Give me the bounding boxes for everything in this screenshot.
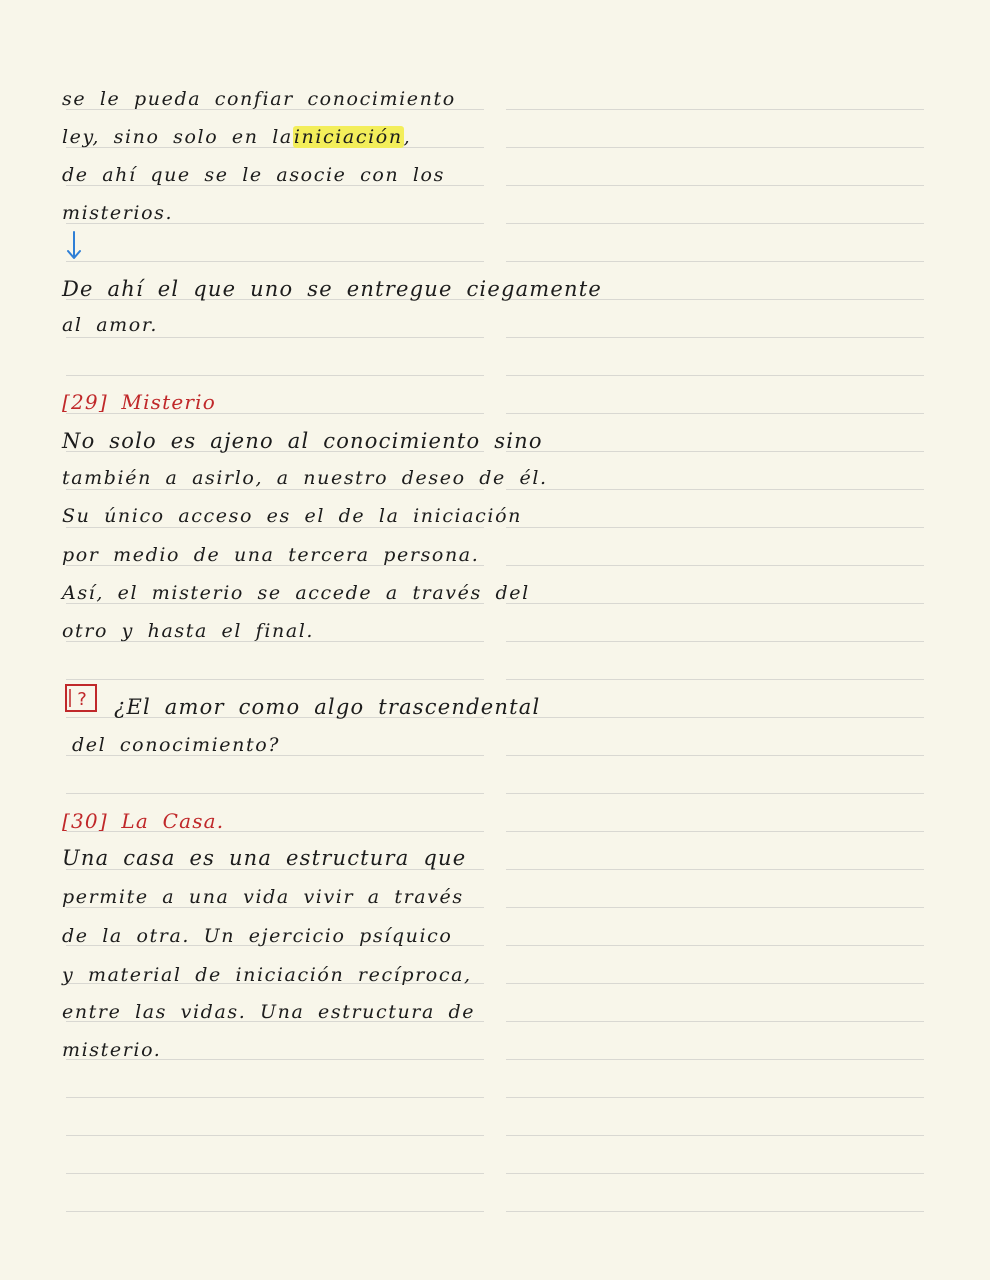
rule-line bbox=[506, 831, 924, 832]
rule-line bbox=[66, 489, 484, 490]
rule-line bbox=[506, 603, 924, 604]
down-arrow-icon bbox=[64, 230, 84, 262]
note-line: y material de iniciación recíproca, bbox=[62, 964, 472, 986]
rule-line bbox=[506, 375, 924, 376]
rule-line bbox=[506, 1173, 924, 1174]
rule-line bbox=[506, 641, 924, 642]
rule-line bbox=[506, 185, 924, 186]
note-line bbox=[62, 128, 411, 147]
rule-line bbox=[66, 1211, 484, 1212]
rule-line bbox=[66, 527, 484, 528]
note-line: se le pueda confiar conocimiento bbox=[62, 88, 456, 110]
rule-line bbox=[66, 793, 484, 794]
note-line: No solo es ajeno al conocimiento sino bbox=[62, 429, 543, 453]
highlighted-word: iniciación bbox=[293, 126, 403, 148]
rule-line bbox=[66, 337, 484, 338]
rule-line bbox=[506, 717, 924, 718]
rule-line bbox=[66, 375, 484, 376]
note-line: Su único acceso es el de la iniciación bbox=[62, 505, 522, 527]
rule-line bbox=[506, 413, 924, 414]
note-line: Una casa es una estructura que bbox=[62, 846, 467, 870]
rule-line bbox=[506, 527, 924, 528]
rule-line bbox=[506, 869, 924, 870]
rule-line bbox=[506, 1211, 924, 1212]
section-heading: [30] La Casa. bbox=[62, 809, 225, 833]
rule-line bbox=[66, 1173, 484, 1174]
note-text: ley, sino solo en la bbox=[62, 126, 293, 148]
note-line: del conocimiento? bbox=[72, 734, 281, 756]
rule-line bbox=[506, 451, 924, 452]
note-line: de la otra. Un ejercicio psíquico bbox=[62, 925, 453, 947]
note-line: De ahí el que uno se entregue ciegamente bbox=[62, 277, 603, 301]
rule-line bbox=[506, 1097, 924, 1098]
note-line: de ahí que se le asocie con los bbox=[62, 164, 445, 186]
note-line: también a asirlo, a nuestro deseo de él. bbox=[62, 467, 548, 489]
note-line: permite a una vida vivir a través bbox=[62, 886, 464, 908]
rule-line bbox=[506, 565, 924, 566]
rule-line bbox=[66, 1135, 484, 1136]
rule-line bbox=[506, 679, 924, 680]
rule-line bbox=[506, 261, 924, 262]
rule-line bbox=[506, 945, 924, 946]
note-line: Así, el misterio se accede a través del bbox=[62, 582, 530, 604]
rule-line bbox=[506, 755, 924, 756]
rule-line bbox=[66, 679, 484, 680]
rule-line bbox=[506, 1021, 924, 1022]
rule-line bbox=[506, 1135, 924, 1136]
note-line: misterio. bbox=[62, 1039, 162, 1061]
rule-line bbox=[506, 337, 924, 338]
question-box-icon bbox=[64, 683, 98, 713]
rule-line bbox=[506, 983, 924, 984]
question-box-symbol: ? bbox=[77, 689, 87, 710]
rule-line bbox=[506, 907, 924, 908]
note-text: , bbox=[403, 126, 412, 148]
section-heading: [29] Misterio bbox=[62, 390, 217, 414]
note-line: otro y hasta el final. bbox=[62, 620, 315, 642]
rule-line bbox=[506, 223, 924, 224]
rule-line bbox=[506, 1059, 924, 1060]
rule-line bbox=[506, 489, 924, 490]
note-line: misterios. bbox=[62, 202, 174, 224]
note-line: ¿El amor como algo trascendental bbox=[114, 695, 541, 719]
note-line: al amor. bbox=[62, 314, 159, 336]
note-line: entre las vidas. Una estructura de bbox=[62, 1001, 476, 1023]
rule-line bbox=[506, 793, 924, 794]
rule-line bbox=[66, 1097, 484, 1098]
rule-line bbox=[506, 147, 924, 148]
rule-line bbox=[506, 109, 924, 110]
note-line: por medio de una tercera persona. bbox=[62, 544, 480, 566]
rule-line bbox=[66, 261, 484, 262]
